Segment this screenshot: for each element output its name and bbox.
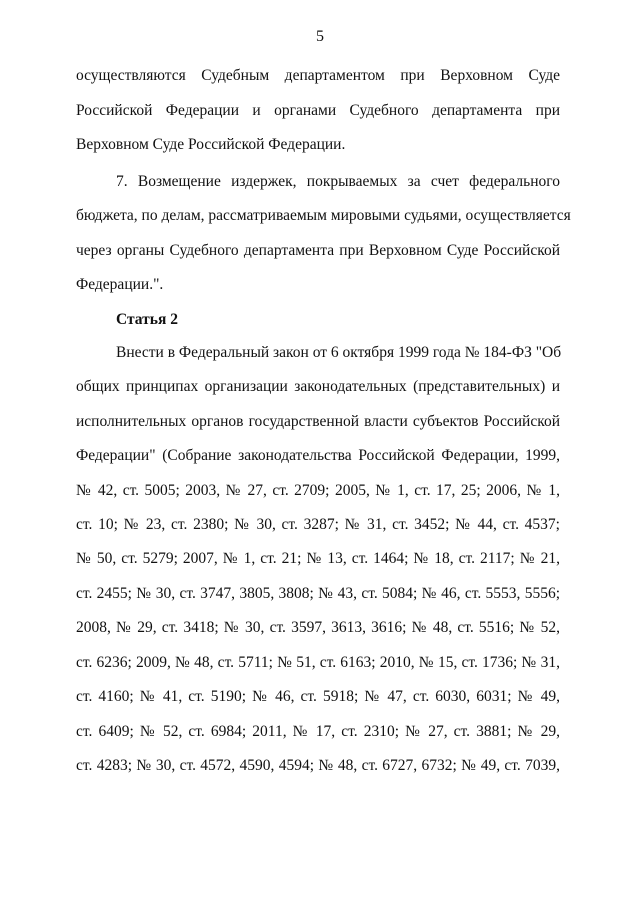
text-line: ст. 6236; 2009, № 48, ст. 5711; № 51, ст. 6163; 2010, № 15, ст. 1736; № 31, bbox=[76, 654, 560, 671]
text-line: Федерации" (Собрание законодательства Российской Федерации, 1999, bbox=[76, 447, 560, 464]
text-line: ст. 6409; № 52, ст. 6984; 2011, № 17, ст. 2310; № 27, ст. 3881; № 29, bbox=[76, 723, 560, 740]
page-number: 5 bbox=[316, 28, 324, 45]
text-line: № 42, ст. 5005; 2003, № 27, ст. 2709; 2005, № 1, ст. 17, 25; 2006, № 1, bbox=[76, 482, 560, 499]
text-line: ст. 4283; № 30, ст. 4572, 4590, 4594; № 48, ст. 6727, 6732; № 49, ст. 7039, bbox=[76, 757, 560, 774]
text-line: Федерации.". bbox=[76, 276, 164, 293]
text-line: через органы Судебного департамента при Верховном Суде Российской bbox=[76, 242, 560, 259]
text-line: ст. 2455; № 30, ст. 3747, 3805, 3808; № 43, ст. 5084; № 46, ст. 5553, 5556; bbox=[76, 585, 560, 602]
text-line: Верховном Суде Российской Федерации. bbox=[76, 136, 346, 153]
text-line: исполнительных органов государственной власти субъектов Российской bbox=[76, 413, 560, 430]
text-line: Российской Федерации и органами Судебного департамента при bbox=[76, 102, 560, 119]
article-2-first-line: Внести в Федеральный закон от 6 октября 1999 года № 184-ФЗ "Об bbox=[116, 344, 562, 361]
text-line: № 50, ст. 5279; 2007, № 1, ст. 21; № 13, ст. 1464; № 18, ст. 2117; № 21, bbox=[76, 550, 560, 567]
text-line: бюджета, по делам, рассматриваемым мировыми судьями, осуществляется bbox=[76, 207, 571, 224]
text-line: 2008, № 29, ст. 3418; № 30, ст. 3597, 3613, 3616; № 48, ст. 5516; № 52, bbox=[76, 619, 560, 636]
text-line: общих принципах организации законодательных (представительных) и bbox=[76, 378, 560, 395]
text-line: ст. 4160; № 41, ст. 5190; № 46, ст. 5918; № 47, ст. 6030, 6031; № 49, bbox=[76, 688, 560, 705]
paragraph-7-first-line: 7. Возмещение издержек, покрываемых за счет федерального bbox=[116, 173, 560, 190]
article-heading: Статья 2 bbox=[116, 311, 178, 328]
text-line: осуществляются Судебным департаментом при Верховном Суде bbox=[76, 67, 560, 84]
text-line: ст. 10; № 23, ст. 2380; № 30, ст. 3287; № 31, ст. 3452; № 44, ст. 4537; bbox=[76, 516, 560, 533]
